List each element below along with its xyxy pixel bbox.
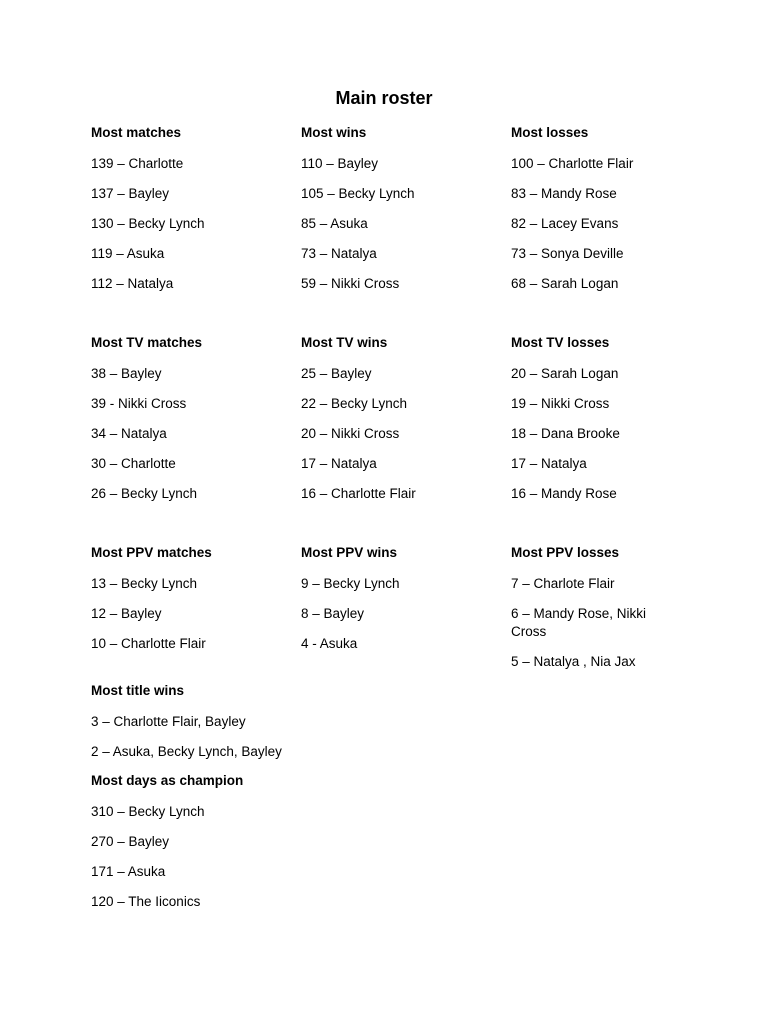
section-heading: Most TV wins	[301, 335, 388, 350]
list-item: 119 – Asuka	[91, 246, 165, 261]
list-item: 26 – Becky Lynch	[91, 486, 198, 501]
section-heading: Most PPV losses	[511, 545, 620, 560]
list-item: 130 – Becky Lynch	[91, 216, 205, 231]
list-item: 4 - Asuka	[301, 636, 358, 651]
list-item: 139 – Charlotte	[91, 156, 184, 171]
list-item: 22 – Becky Lynch	[301, 396, 408, 411]
section-heading: Most days as champion	[91, 773, 244, 788]
list-item: 2 – Asuka, Becky Lynch, Bayley	[91, 744, 282, 759]
list-item: 17 – Natalya	[511, 456, 587, 471]
list-item: 25 – Bayley	[301, 366, 372, 381]
list-item: 105 – Becky Lynch	[301, 186, 415, 201]
list-item: 34 – Natalya	[91, 426, 167, 441]
list-item: 16 – Mandy Rose	[511, 486, 617, 501]
list-item: 171 – Asuka	[91, 864, 166, 879]
list-item: 20 – Sarah Logan	[511, 366, 619, 381]
list-item: 5 – Natalya , Nia Jax	[511, 654, 636, 669]
list-item: 9 – Becky Lynch	[301, 576, 400, 591]
list-item: 18 – Dana Brooke	[511, 426, 620, 441]
section-heading: Most PPV wins	[301, 545, 398, 560]
list-item: 13 – Becky Lynch	[91, 576, 198, 591]
list-item: 85 – Asuka	[301, 216, 368, 231]
list-item: 19 – Nikki Cross	[511, 396, 610, 411]
list-item: 7 – Charlote Flair	[511, 576, 615, 591]
list-item: 10 – Charlotte Flair	[91, 636, 206, 651]
list-item: 20 – Nikki Cross	[301, 426, 400, 441]
list-item: 16 – Charlotte Flair	[301, 486, 416, 501]
section-heading: Most losses	[511, 125, 589, 140]
list-item: 30 – Charlotte	[91, 456, 176, 471]
list-item: 82 – Lacey Evans	[511, 216, 619, 231]
section-heading: Most title wins	[91, 683, 185, 698]
section-heading: Most TV matches	[91, 335, 203, 350]
list-item: 73 – Natalya	[301, 246, 377, 261]
list-item: 110 – Bayley	[301, 156, 379, 171]
list-item: 112 – Natalya	[91, 276, 174, 291]
list-item: 137 – Bayley	[91, 186, 170, 201]
list-item: 100 – Charlotte Flair	[511, 156, 634, 171]
list-item: 310 – Becky Lynch	[91, 804, 205, 819]
section-heading: Most matches	[91, 125, 182, 140]
section-heading: Most TV losses	[511, 335, 610, 350]
list-item: 59 – Nikki Cross	[301, 276, 400, 291]
list-item: 17 – Natalya	[301, 456, 377, 471]
list-item: 270 – Bayley	[91, 834, 170, 849]
list-item: 12 – Bayley	[91, 606, 162, 621]
list-item: 68 – Sarah Logan	[511, 276, 619, 291]
list-item: 120 – The Iiconics	[91, 894, 201, 909]
list-item: 8 – Bayley	[301, 606, 365, 621]
list-item: 6 – Mandy Rose, Nikki Cross	[511, 606, 647, 639]
page-title: Main roster	[335, 88, 433, 108]
list-item: 73 – Sonya Deville	[511, 246, 624, 261]
list-item: 39 - Nikki Cross	[91, 396, 187, 411]
list-item: 3 – Charlotte Flair, Bayley	[91, 714, 246, 729]
section-heading: Most PPV matches	[91, 545, 212, 560]
list-item: 38 – Bayley	[91, 366, 162, 381]
list-item: 83 – Mandy Rose	[511, 186, 617, 201]
section-heading: Most wins	[301, 125, 367, 140]
